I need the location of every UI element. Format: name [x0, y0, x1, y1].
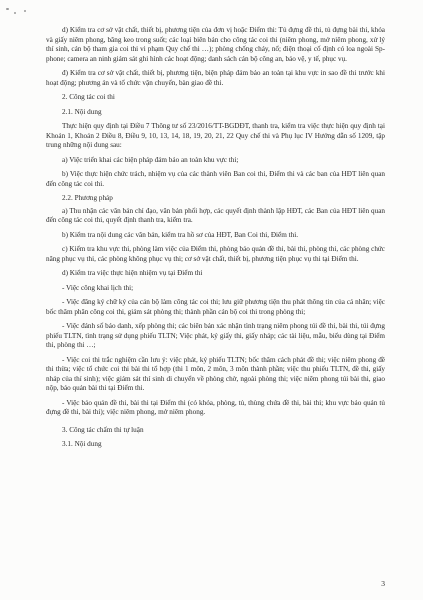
scan-speck [24, 10, 26, 12]
paragraph-method-b: b) Kiểm tra nội dung các văn bản, kiểm tra hồ sơ của HĐT, Ban Coi thi, Điểm thi. [62, 230, 299, 239]
scan-speck [14, 12, 16, 14]
subsection-heading-method: 2.2. Phương pháp [62, 194, 113, 202]
bullet-numbering-rooms: - Việc đánh số báo danh, xếp phòng thi; các biên bản xác nhận tình trạng niêm phong túi đề thi, bài thi, túi đựng phiếu TLTN, tình trạng sử dụng phiếu TLTN; Việc phát, ký giấy thi, giấy nháp; các tài liệu, mẫu, biểu dùng tại Điểm thi, phòng thi …; [46, 322, 385, 349]
document-body [46, 26, 385, 450]
subsection-heading-content: 2.1. Nội dung [62, 107, 102, 116]
paragraph-item-b-duties: b) Việc thực hiện chức trách, nhiệm vụ của các thành viên Ban coi thi, Điểm thi và các ban của HĐT liên quan đến công tác coi thi. [46, 170, 385, 188]
page-number: 3 [381, 579, 385, 588]
paragraph-regulation-reference: Thực hiện quy định tại Điều 7 Thông tư số 23/2016/TT-BGDĐT, thanh tra, kiểm tra việc thực hiện quy định tại Khoản 1, Khoản 2 Điều 8, Điều 9, 10, 13, 14, 18, 19, 20, 21, 22 Quy chế thi và Phụ lục IV Hướng dẫn số 1209, tập trung những nội dung sau: [46, 122, 385, 149]
section-heading-proctoring: 2. Công tác coi thi [62, 93, 115, 101]
bullet-multiple-choice: - Việc coi thi trắc nghiệm cần lưu ý: việc phát, ký phiếu TLTN; bốc thăm cách phát đề thi; việc niêm phong đề thi thừa; việc tổ chức coi thi bài thi tổ hợp (thi 1 môn, 2 môn, 3 môn thành phần; việc thu phiếu TLTN, đề thi, giấy nháp của thí sinh); việc giám sát thí sinh di chuyển về phòng chờ, ngoài phòng thi; việc niêm phong túi bài thi, giao nộp, bảo quản bài thi tại Điểm thi. [46, 355, 385, 392]
paragraph-method-a: a) Thu nhận các văn bản chỉ đạo, văn bản phối hợp, các quyết định thành lập HĐT, các Ban của HĐT liên quan đến công tác coi thi, quyết định thanh tra, kiểm tra. [46, 206, 385, 224]
paragraph-item-a-safety: a) Việc triển khai các biện pháp đảm bảo an toàn khu vực thi; [62, 155, 239, 164]
scan-speck [6, 8, 9, 10]
bullet-schedule: - Việc công khai lịch thi; [62, 283, 134, 292]
bullet-storage: - Việc bảo quản đề thi, bài thi tại Điểm thi (có khóa, phòng, tủ, thùng chứa đề thi, bài thi; khu vực bảo quản tủ đựng đề thi, bài thi); việc niêm phong, mở niêm phong. [46, 398, 385, 416]
section-heading-grading: 3. Công tác chấm thi tự luận [62, 425, 144, 434]
paragraph-method-d: d) Kiểm tra việc thực hiện nhiệm vụ tại Điểm thi [62, 269, 203, 277]
paragraph-printing-area-check: đ) Kiểm tra cơ sở vật chất, thiết bị, phương tiện, biện pháp đảm bảo an toàn tại khu vực in sao đề thi trước khi hoạt động; phương án và tổ chức vận chuyển, bàn giao đề thi. [46, 69, 385, 87]
bullet-signature-registration: - Việc đăng ký chữ ký của cán bộ làm công tác coi thi; lưu giữ phương tiện thu phát thông tin của cá nhân; việc bốc thăm phân công coi thi, giám sát phòng thi; thành phần cán bộ coi thi trong phòng thi; [46, 298, 385, 316]
paragraph-method-c: c) Kiểm tra khu vực thi, phòng làm việc của Điểm thi, phòng bảo quản đề thi, bài thi, phòng thi, các phòng chức năng phục vụ thi, các phòng không phục vụ thi; cơ sở vật chất, thiết bị, phương tiện phục vụ thi tại Điểm thi. [46, 245, 385, 263]
paragraph-infrastructure-check: d) Kiểm tra cơ sở vật chất, thiết bị, phương tiện của đơn vị hoặc Điểm thi: Tủ đựng đề thi, tủ đựng bài thi, khóa và giấy niêm phong, băng keo trong suốt; các loại biên bản cho công tác coi thi (niêm phong, mở niêm phong, xử lý thí sinh, cán bộ tham gia coi thi vi phạm Quy chế thi …); phòng chống cháy, nổ; điện thoại cố định có loa ngoài Sp-phone; camera an ninh giám sát ghi hình các hoạt động; danh sách cán bộ công an, bảo vệ, y tế, phục vụ. [46, 26, 385, 63]
subsection-heading-grading-content: 3.1. Nội dung [62, 440, 102, 448]
